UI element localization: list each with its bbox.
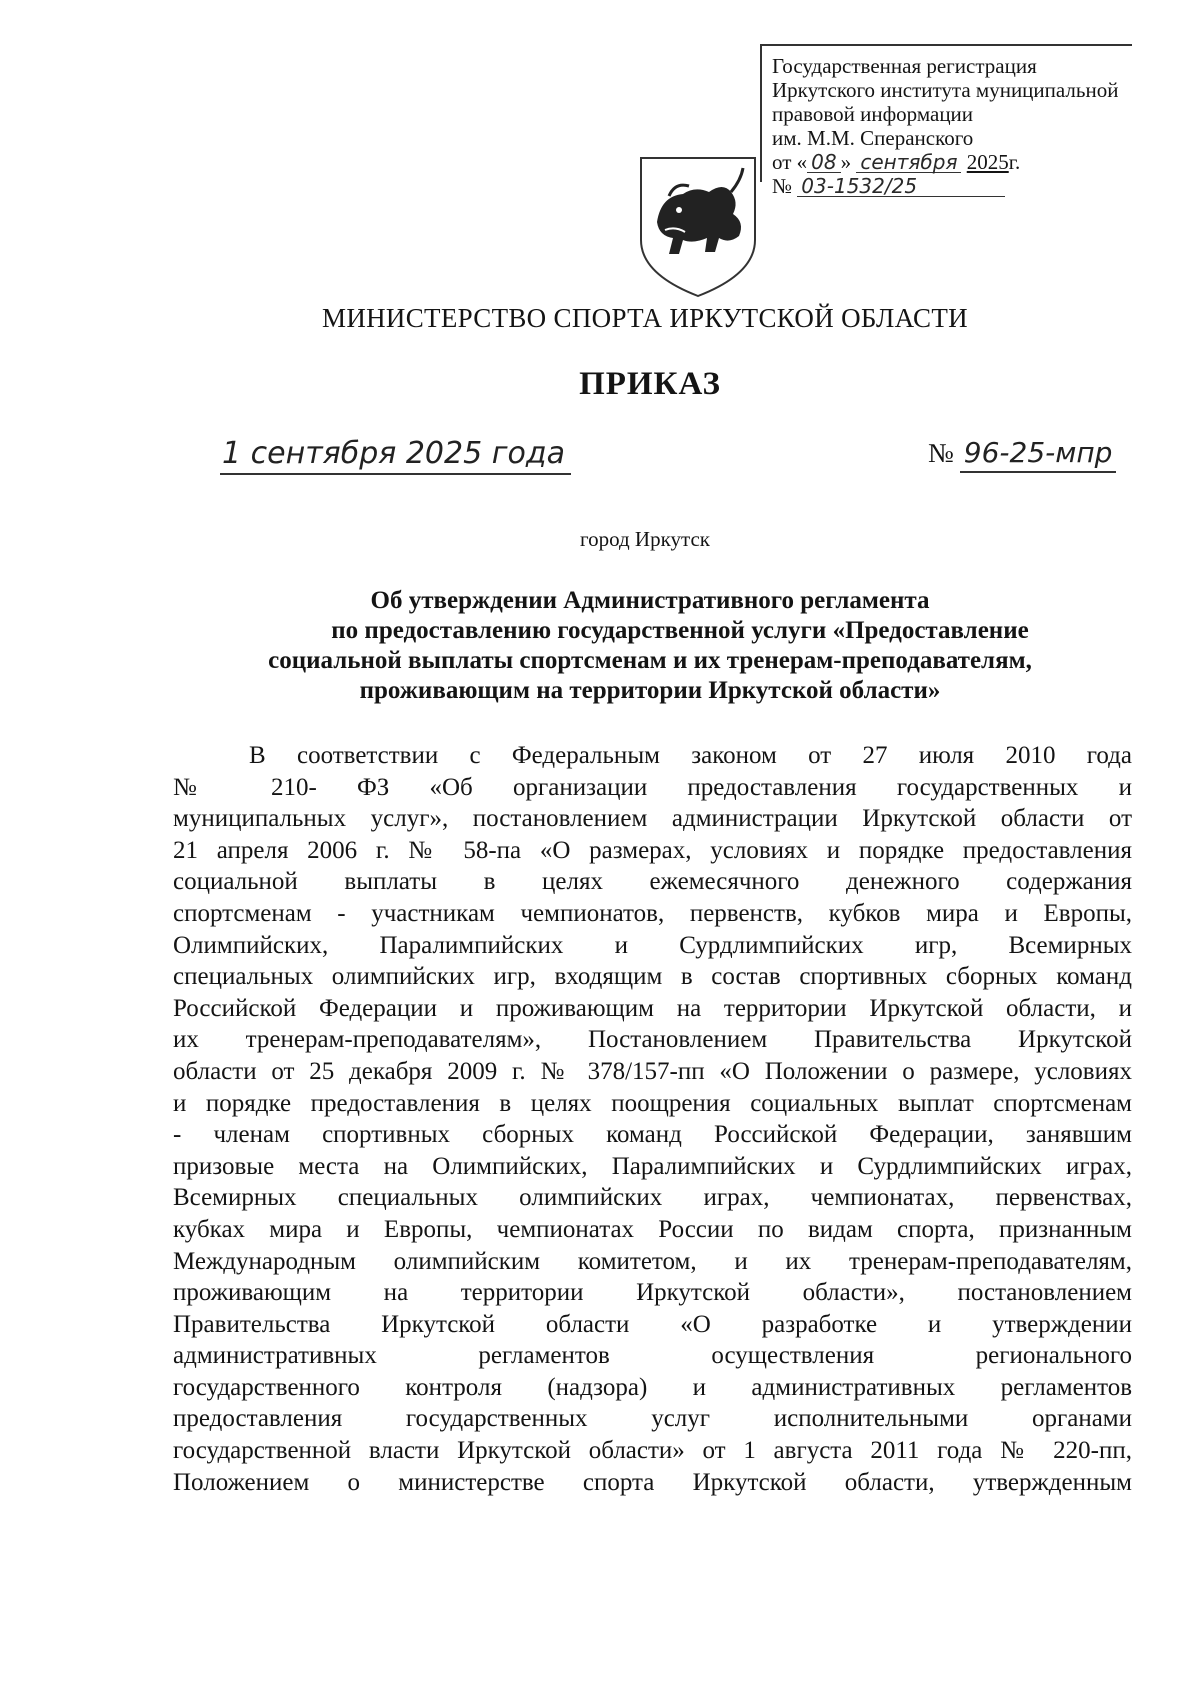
stamp-date-year: 2025	[966, 150, 1009, 174]
order-number	[928, 436, 1116, 469]
body-line: государственного контроля (надзора) и административных регламентов	[173, 1373, 1132, 1401]
body-line: В соответствии с Федеральным законом от 27 июля 2010 года	[249, 742, 1132, 769]
order-number-handwritten: 96-25-мпр	[960, 436, 1117, 473]
body-line: социальной выплаты в целях ежемесячного денежного содержания	[173, 868, 1132, 896]
stamp-line-1: Государственная регистрация	[772, 54, 1037, 78]
order-number-sign: №	[928, 438, 954, 468]
body-line: Российской Федерации и проживающим на территории Иркутской области, и	[173, 994, 1132, 1022]
body-line: призовые места на Олимпийских, Паралимпийских и Сурдлимпийских играх,	[173, 1152, 1132, 1180]
title-line: по предоставлению государственной услуги «Предоставление	[331, 617, 1029, 644]
body-line: области от 25 декабря 2009 г. № 378/157-пп «О Положении о размере, условиях	[173, 1057, 1132, 1085]
stamp-date-month: сентября	[856, 152, 961, 173]
title-line: Об утверждении Административного регламента	[370, 587, 930, 614]
body-line: Олимпийских, Паралимпийских и Сурдлимпийских игр, Всемирных	[173, 931, 1132, 959]
document-body	[173, 740, 1132, 1498]
stamp-date-mid: »	[840, 150, 852, 174]
irkutsk-coat-of-arms-icon	[635, 152, 761, 300]
title-line: социальной выплаты спортсменам и их тренерам-преподавателям,	[268, 647, 1032, 674]
stamp-date-prefix: от «	[772, 150, 808, 174]
body-line: Международным олимпийским комитетом, и их тренерам-преподавателям,	[173, 1247, 1132, 1275]
stamp-line-3: правовой информации	[772, 102, 974, 126]
stamp-date-day: 08	[807, 152, 840, 173]
body-line: № 210- ФЗ «Об организации предоставления государственных и	[173, 773, 1132, 801]
ministry-name: МИНИСТЕРСТВО СПОРТА ИРКУТСКОЙ ОБЛАСТИ	[322, 303, 968, 333]
body-line: и порядке предоставления в целях поощрения социальных выплат спортсменам	[173, 1089, 1132, 1117]
body-line: предоставления государственных услуг исполнительными органами	[173, 1405, 1132, 1433]
stamp-line-2: Иркутского института муниципальной	[772, 78, 1119, 102]
body-line: Всемирных специальных олимпийских играх, чемпионатах, первенствах,	[173, 1184, 1132, 1212]
body-line: Правительства Иркутской области «О разработке и утверждении	[173, 1310, 1132, 1338]
body-line: проживающим на территории Иркутской области», постановлением	[173, 1279, 1132, 1307]
body-line: 21 апреля 2006 г. № 58-па «О размерах, условиях и порядке предоставления	[173, 836, 1132, 864]
stamp-number-prefix: №	[772, 174, 793, 198]
body-line: муниципальных услуг», постановлением администрации Иркутской области от	[173, 805, 1132, 833]
body-line: специальных олимпийских игр, входящим в состав спортивных сборных команд	[173, 963, 1132, 991]
stamp-number-value: 03-1532/25	[797, 176, 1005, 197]
title-line: проживающим на территории Иркутской области»	[359, 677, 941, 704]
document-type: ПРИКАЗ	[579, 366, 721, 402]
stamp-line-4: им. М.М. Сперанского	[772, 126, 974, 150]
body-line: спортсменам - участникам чемпионатов, первенств, кубков мира и Европы,	[173, 899, 1132, 927]
stamp-number-line	[772, 174, 1132, 198]
body-line: - членам спортивных сборных команд Российской Федерации, занявшим	[173, 1121, 1132, 1149]
city-label: город Иркутск	[580, 527, 710, 551]
body-line: административных регламентов осуществления регионального	[173, 1342, 1132, 1370]
order-date-handwritten: 1 сентября 2025 года	[220, 436, 571, 475]
registration-stamp	[760, 44, 1132, 198]
document-title	[170, 586, 1130, 706]
body-line: кубках мира и Европы, чемпионатах России по видам спорта, признанным	[173, 1215, 1132, 1243]
stamp-date-suffix: г.	[1008, 150, 1021, 174]
body-line: Положением о министерстве спорта Иркутской области, утвержденным	[173, 1468, 1132, 1496]
body-line: их тренерам-преподавателям», Постановлением Правительства Иркутской	[173, 1026, 1132, 1054]
body-line: государственной власти Иркутской области» от 1 августа 2011 года № 220-пп,	[173, 1437, 1132, 1465]
stamp-date-line	[772, 150, 1132, 174]
